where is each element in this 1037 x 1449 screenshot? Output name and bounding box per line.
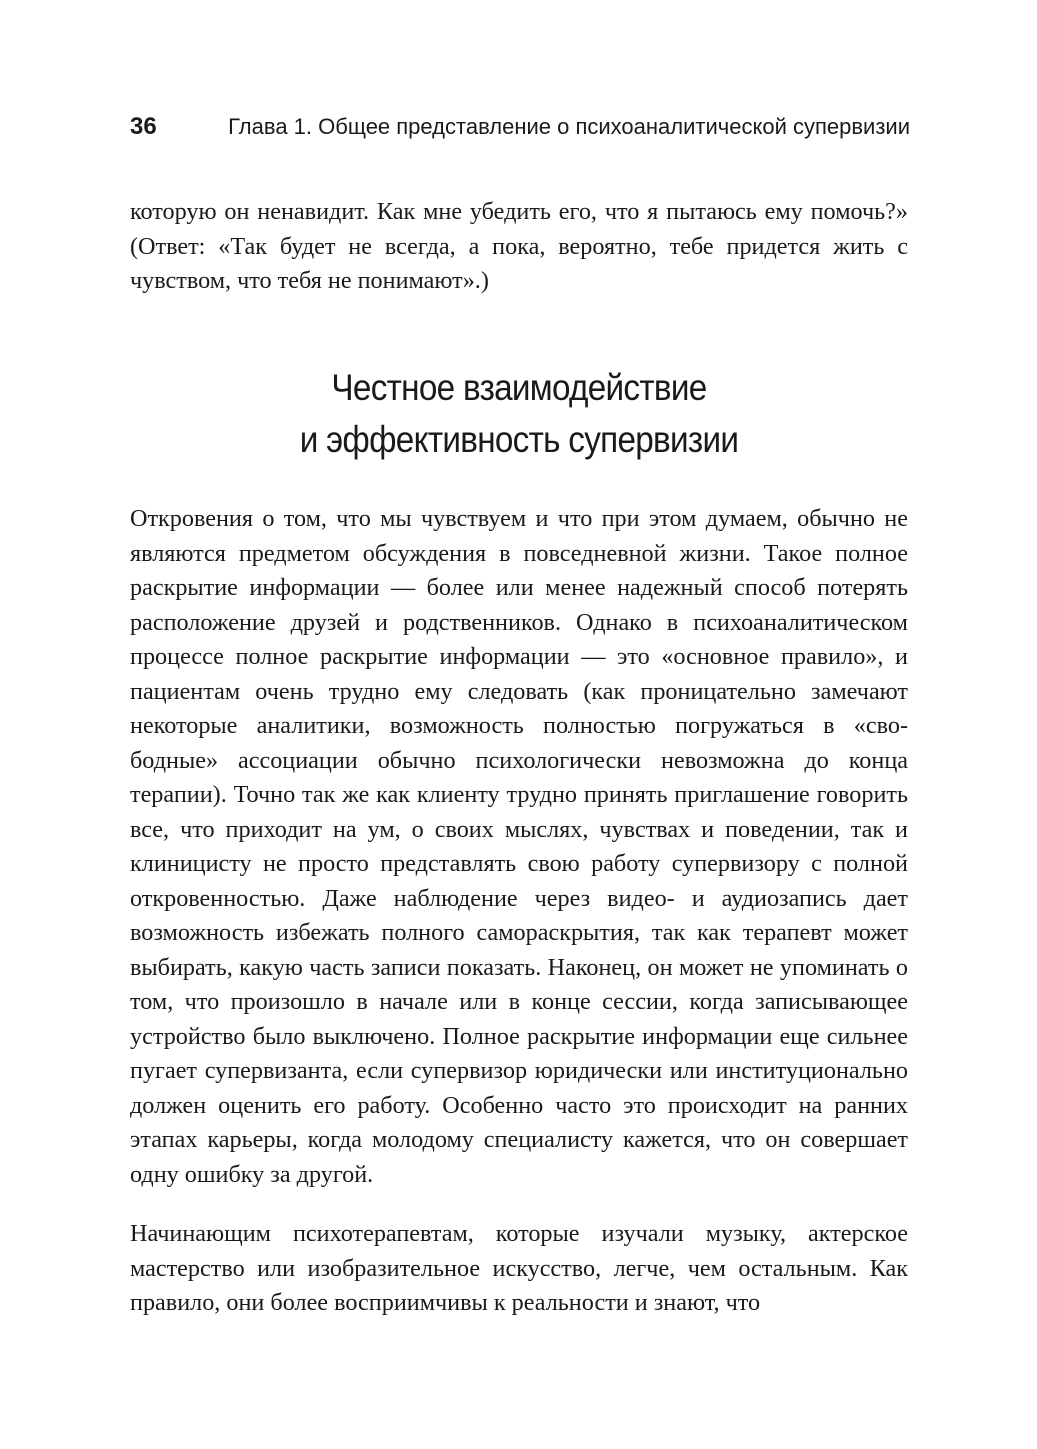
body-paragraph-2: Начинающим психотерапевтам, которые изучали музыку, актерское мастерство или изобразительное искусство, легче, чем остальным. Как правило, они более восприимчивы к реальности и знают, что [130, 1220, 908, 1316]
section-heading-line-2: и эффективность супервизии [299, 419, 739, 460]
page-number: 36 [130, 113, 157, 140]
chapter-title: Глава 1. Общее представление о психоаналитической супервизии [228, 114, 910, 139]
running-head [130, 110, 910, 144]
section-heading-line-1: Честное взаимодействие [331, 367, 707, 408]
continuation-paragraph: которую он ненавидит. Как мне убедить его, что я пытаюсь ему помочь?» (Ответ: «Так будет не всегда, а пока, вероятно, тебе придется жить с чувством, что тебя не понимают».) [130, 198, 908, 294]
section-heading [169, 362, 869, 466]
body-paragraph-1: Откровения о том, что мы чувствуем и что при этом думаем, обычно не являются предметом обсуждения в повседневной жизни. Такое полное раскрытие информации — более или менее надежный способ потерять расположение друзей и родственников. Однако в психоаналитическом процессе полное раскрытие информации — это «основное правило», и пациентам очень трудно ему следовать (как проницательно замечают некоторые аналитики, возможность полностью погружаться в «свободные» ассоциации обычно психологически невозможна до конца терапии). Точно так же как клиенту трудно принять приглашение говорить все, что приходит на ум, о своих мыслях, чувствах и поведении, так и клиницисту не просто представлять свою работу супервизору с полной откровенностью. Даже наблюдение через видео- и аудиозапись дает возможность избежать полного самораскрытия, так как терапевт может выбирать, какую часть записи показать. Наконец, он может не упоминать о том, что произошло в начале или в конце сессии, когда записывающее устройство было выключено. Полное раскрытие информации еще сильнее пугает супервизанта, если супервизор юридически или институционально должен оценить его работу. Особенно часто это происходит на ранних этапах карьеры, когда молодому специалисту кажется, что он совершает одну ошибку за другой. [130, 505, 908, 1188]
